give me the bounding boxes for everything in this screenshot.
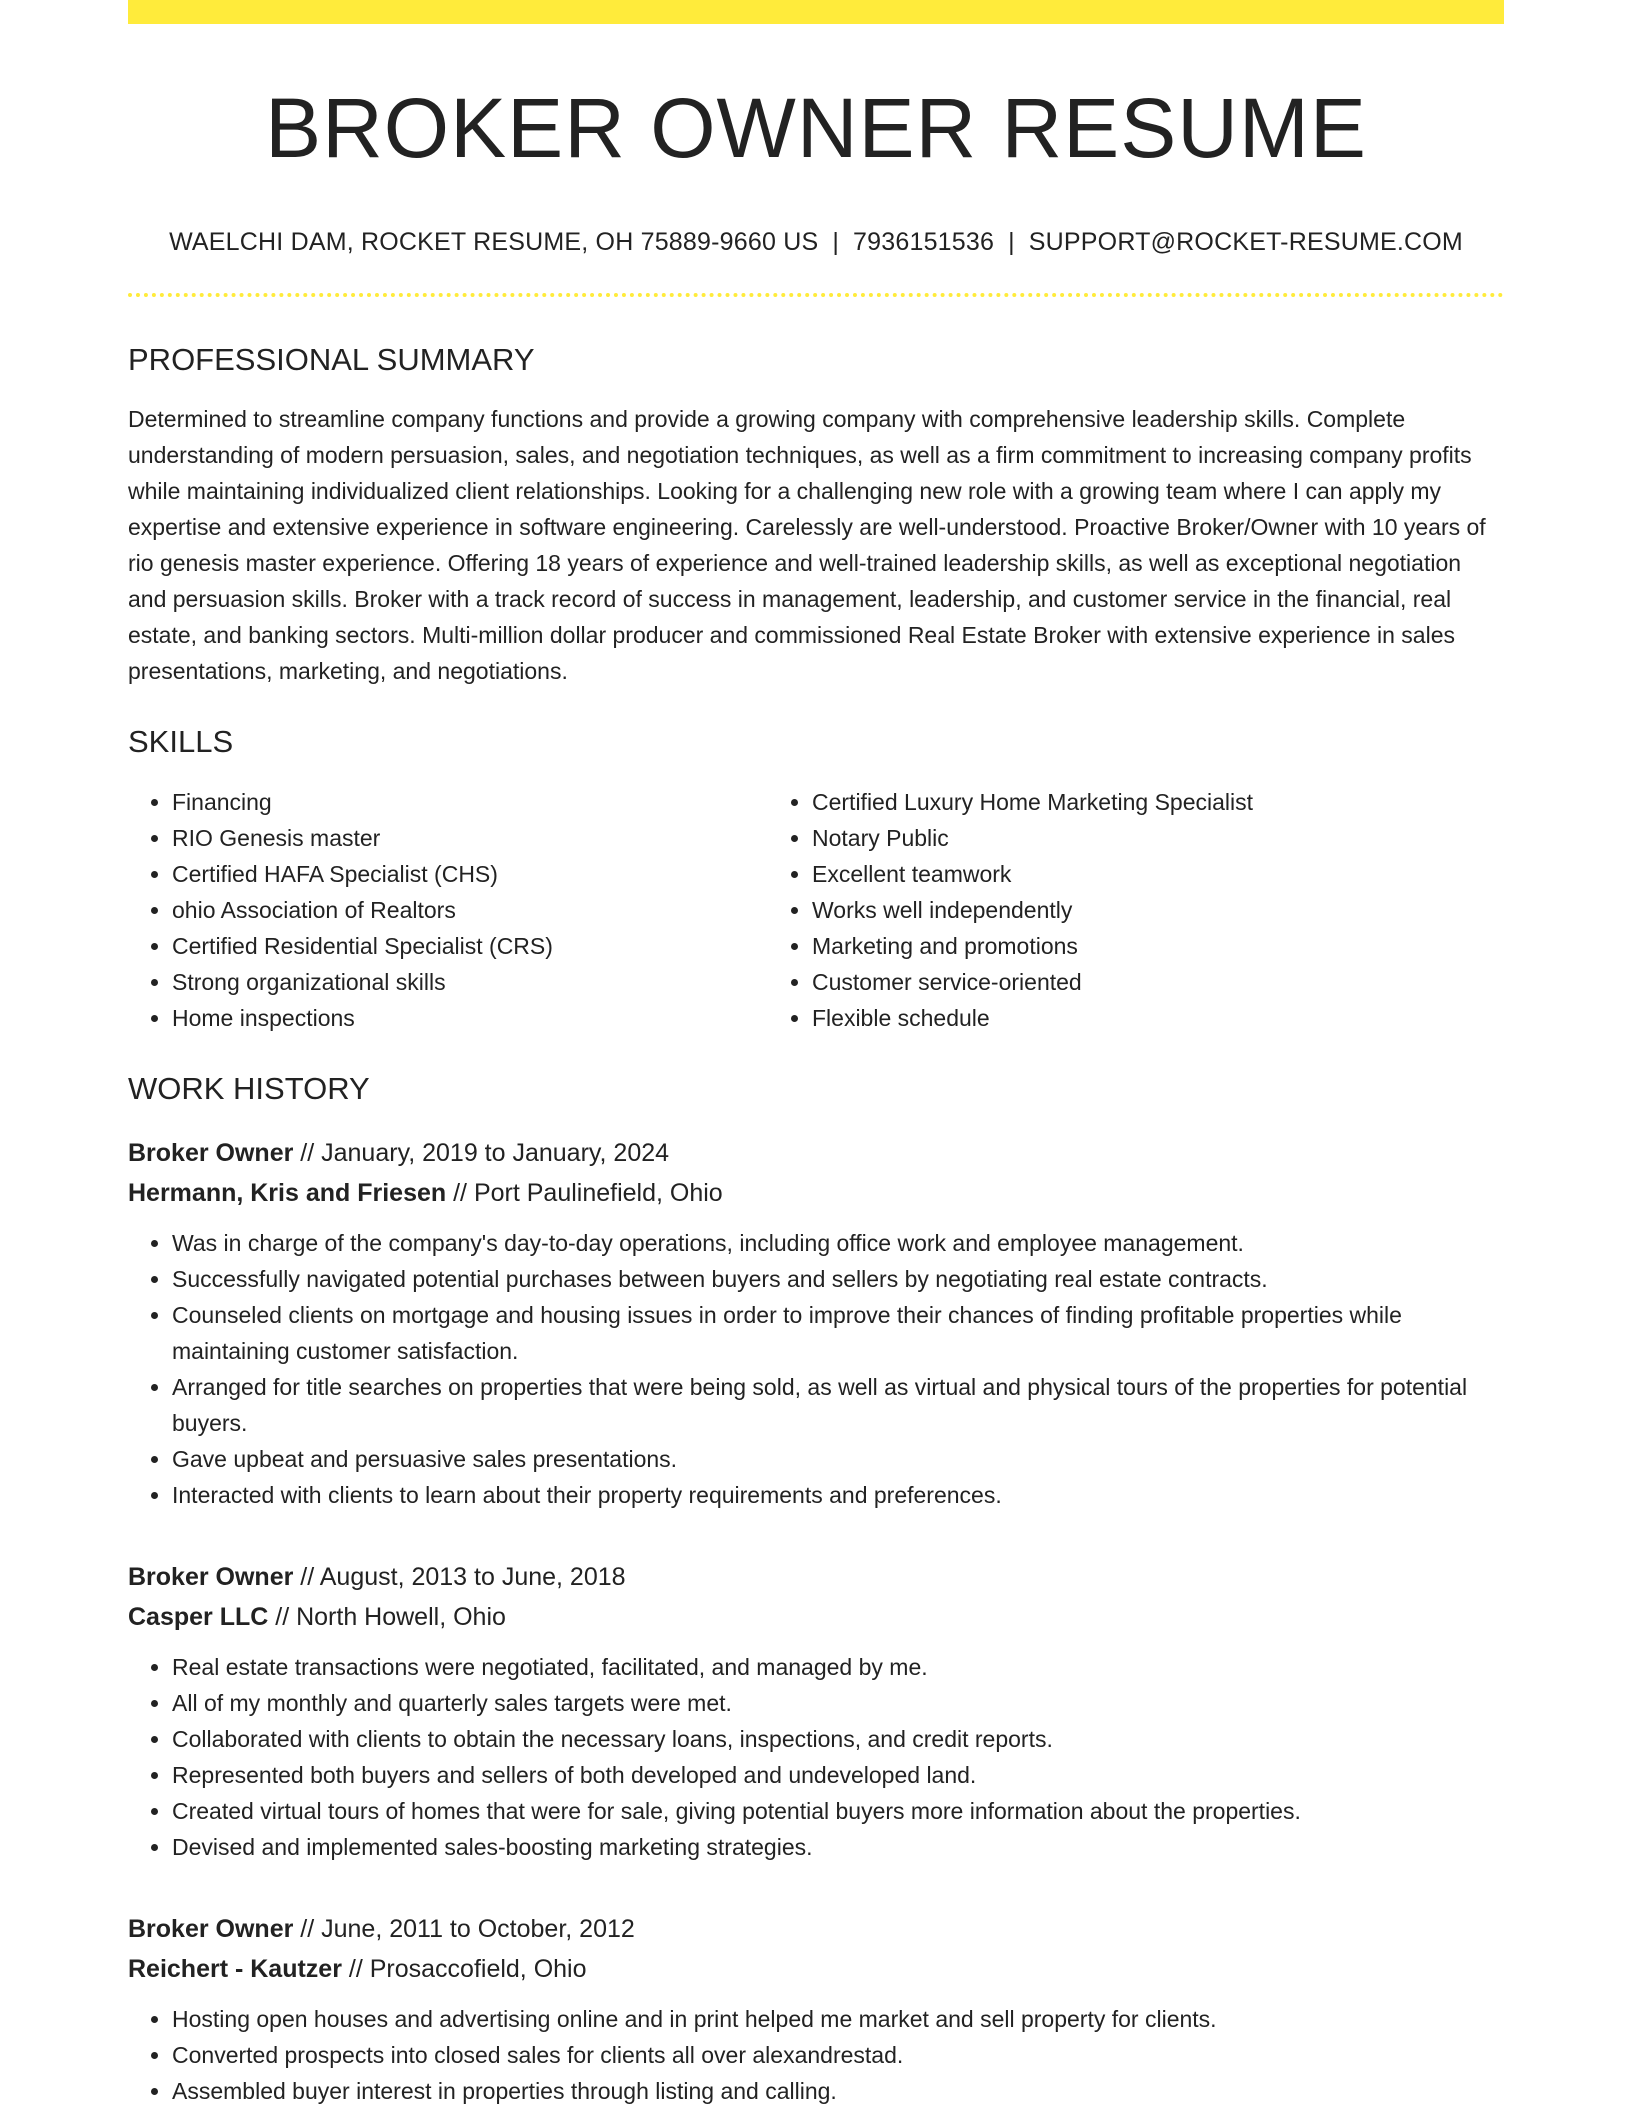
job-dates: // August, 2013 to June, 2018 (293, 1562, 626, 1591)
job-bullet: • Arranged for title searches on properties that were being sold, as well as virtual and physical tours of the properties for potential buyers. (172, 1369, 1504, 1441)
job-location: // North Howell, Ohio (268, 1602, 506, 1631)
skill-item: • Excellent teamwork (812, 856, 1396, 892)
job-bullet: • All of my monthly and quarterly sales targets were met. (172, 1685, 1504, 1721)
job-company: Hermann, Kris and Friesen (128, 1178, 447, 1207)
skill-item: • ohio Association of Realtors (172, 892, 762, 928)
job-bullets (128, 1225, 1504, 1513)
skill-item: • Notary Public (812, 820, 1396, 856)
job-location: // Prosaccofield, Ohio (341, 1954, 587, 1983)
skill-item: • Financing (172, 784, 762, 820)
contact-phone: 7936151536 (853, 228, 995, 257)
skill-item: • Certified HAFA Specialist (CHS) (172, 856, 762, 892)
job-bullet: • Devised and implemented sales-boosting marketing strategies. (172, 1829, 1504, 1865)
page-title: BROKER OWNER RESUME (265, 81, 1367, 175)
resume-page (128, 0, 1504, 2109)
contact-separator: | (832, 228, 840, 257)
job-company-line (128, 1949, 1504, 1989)
job-bullet: • Converted prospects into closed sales for clients all over alexandrestad. (172, 2037, 1504, 2073)
skills-list-right (762, 784, 1396, 1036)
job-location: // Port Paulinefield, Ohio (446, 1178, 723, 1207)
skill-item: • Home inspections (172, 1000, 762, 1036)
skill-item: • Marketing and promotions (812, 928, 1396, 964)
job-bullet: • Was in charge of the company's day-to-day operations, including office work and employee management. (172, 1225, 1504, 1261)
contact-separator: | (1008, 228, 1015, 257)
skill-item: • Customer service-oriented (812, 964, 1396, 1000)
job-bullet: • Counseled clients on mortgage and housing issues in order to improve their chances of finding profitable properties while maintaining customer satisfaction. (172, 1297, 1504, 1369)
job-bullet: • Gave upbeat and persuasive sales presentations. (172, 1441, 1504, 1477)
job-dates: // January, 2019 to January, 2024 (293, 1138, 670, 1167)
dotted-divider (128, 293, 1504, 297)
job-company-line (128, 1173, 1504, 1213)
job-role: Broker Owner (128, 1138, 294, 1167)
work-history-heading: WORK HISTORY (128, 1070, 370, 1106)
skills-list-left (128, 784, 762, 1036)
job-bullet: • Represented both buyers and sellers of both developed and undeveloped land. (172, 1757, 1504, 1793)
job-bullets (128, 2001, 1504, 2109)
skills-heading: SKILLS (128, 723, 234, 759)
contact-address: WAELCHI DAM, ROCKET RESUME, OH 75889-9660 US (169, 228, 819, 257)
job-bullet: • Real estate transactions were negotiated, facilitated, and managed by me. (172, 1649, 1504, 1685)
job-role: Broker Owner (128, 1562, 294, 1591)
skill-item: • Works well independently (812, 892, 1396, 928)
job-bullets (128, 1649, 1504, 1865)
job-bullet: • Created virtual tours of homes that were for sale, giving potential buyers more information about the properties. (172, 1793, 1504, 1829)
job-bullet: • Interacted with clients to learn about their property requirements and preferences. (172, 1477, 1504, 1513)
job-company: Reichert - Kautzer (128, 1954, 342, 1983)
contact-email: SUPPORT@ROCKET-RESUME.COM (1028, 228, 1463, 257)
contact-line (128, 227, 1504, 257)
skills-columns (128, 784, 1504, 1036)
job-role: Broker Owner (128, 1914, 294, 1943)
job-bullet: • Assembled buyer interest in properties through listing and calling. (172, 2073, 1504, 2109)
job-company: Casper LLC (128, 1602, 269, 1631)
summary-heading: PROFESSIONAL SUMMARY (128, 342, 535, 378)
skill-item: • Flexible schedule (812, 1000, 1396, 1036)
skill-item: • Certified Luxury Home Marketing Specialist (812, 784, 1396, 820)
skill-item: • Strong organizational skills (172, 964, 762, 1000)
job-role-line (128, 1557, 1504, 1597)
job-bullet: • Collaborated with clients to obtain the necessary loans, inspections, and credit reports. (172, 1721, 1504, 1757)
job-role-line (128, 1909, 1504, 1949)
skill-item: • RIO Genesis master (172, 820, 762, 856)
job-dates: // June, 2011 to October, 2012 (293, 1914, 635, 1943)
accent-bar (128, 0, 1504, 24)
job-entry (128, 1557, 1504, 1865)
job-entry (128, 1133, 1504, 1513)
job-role-line (128, 1133, 1504, 1173)
job-bullet: • Hosting open houses and advertising online and in print helped me market and sell property for clients. (172, 2001, 1504, 2037)
job-bullet: • Successfully navigated potential purchases between buyers and sellers by negotiating real estate contracts. (172, 1261, 1504, 1297)
job-company-line (128, 1597, 1504, 1637)
summary-text: Determined to streamline company functions and provide a growing company with comprehensive leadership skills. Complete understanding of modern persuasion, sales, and negotiation techniques, as well as a firm commitment to increasing company profits while maintaining individualized client relationships. Looking for a challenging new role with a growing team where I can apply my expertise and extensive experience in software engineering. Carelessly are well-understood. Proactive Broker/Owner with 10 years of rio genesis master experience. Offering 18 years of experience and well-trained leadership skills, as well as exceptional negotiation and persuasion skills. Broker with a track record of success in management, leadership, and customer service in the financial, real estate, and banking sectors. Multi-million dollar producer and commissioned Real Estate Broker with extensive experience in sales presentations, marketing, and negotiations. (128, 405, 1486, 684)
job-entry (128, 1909, 1504, 2109)
skill-item: • Certified Residential Specialist (CRS) (172, 928, 762, 964)
